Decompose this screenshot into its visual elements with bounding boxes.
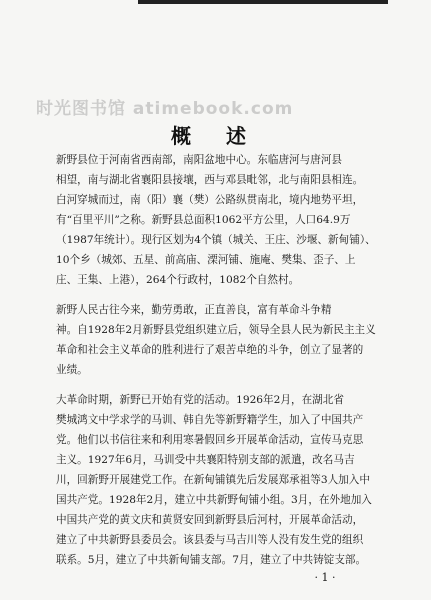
- text-line: 主义。1927年6月，马训受中共襄阳特别支部的派遣，改名马吉: [56, 454, 355, 466]
- text-line: 国共产党。1928年2月，建立中共新野甸铺小组。3月，在外地加入: [56, 494, 372, 506]
- body-text: [56, 150, 394, 570]
- text-line: 党。他们以书信往来和利用寒暑假回乡开展革命活动，宣传马克思: [56, 434, 364, 446]
- top-edge-bar: [138, 0, 388, 4]
- text-line: 联系。5月，建立了中共新甸铺支部。7月，建立了中共铸锭支部。: [56, 554, 367, 566]
- text-line: 大革命时期，新野已开始有党的活动。1926年2月，在湖北省: [56, 394, 344, 406]
- paragraph-gap: [56, 290, 394, 300]
- text-line: （1987年统计）。现行区划为4个镇（城关、王庄、沙堰、新甸铺）、: [56, 234, 376, 246]
- text-line: 建立了中共新野县委员会。该县委与马吉川等人没有发生党的组织: [56, 534, 364, 546]
- text-line: 樊城鸿文中学求学的马训、韩自先等新野籍学生，加入了中国共产: [56, 414, 364, 426]
- text-line: 庄、王集、上港），264个行政村，1082个自然村。: [56, 274, 300, 286]
- text-line: 10个乡（城郊、五星、前高庙、溧河铺、施庵、樊集、歪子、上: [56, 254, 356, 266]
- paragraph-gap: [56, 380, 394, 390]
- text-line: 相望，南与湖北省襄阳县接壤，西与邓县毗邻，北与南阳县相连。: [56, 174, 364, 186]
- text-line: 新野县位于河南省西南部，南阳盆地中心。东临唐河与唐河县: [56, 154, 343, 166]
- text-line: 有“百里平川”之称。新野县总面积1062平方公里，人口64.9万: [56, 214, 351, 226]
- text-line: 川，回新野开展建党工作。在新甸铺镇先后发展郑承祖等3人加入中: [56, 474, 370, 486]
- text-line: 业绩。: [56, 364, 88, 376]
- text-line: 神。自1928年2月新野县党组织建立后，领导全县人民为新民主主义: [56, 324, 376, 336]
- text-line: 中国共产党的黄文庆和黄贤安回到新野县后河村，开展革命活动，: [56, 514, 364, 526]
- text-line: 白河穿城而过，南（阳）襄（樊）公路纵贯南北，境内地势平坦，: [56, 194, 364, 206]
- text-line: 革命和社会主义革命的胜利进行了艰苦卓绝的斗争，创立了显著的: [56, 344, 364, 356]
- paragraph: [56, 300, 394, 380]
- text-line: 新野人民古往今来，勤劳勇敢，正直善良，富有革命斗争精: [56, 304, 332, 316]
- page-number: · 1 ·: [314, 571, 336, 584]
- watermark: 时光图书馆 atimebook.com: [36, 99, 294, 119]
- paragraph: [56, 150, 394, 290]
- chapter-title: 概 述: [171, 124, 260, 148]
- paragraph: [56, 390, 394, 570]
